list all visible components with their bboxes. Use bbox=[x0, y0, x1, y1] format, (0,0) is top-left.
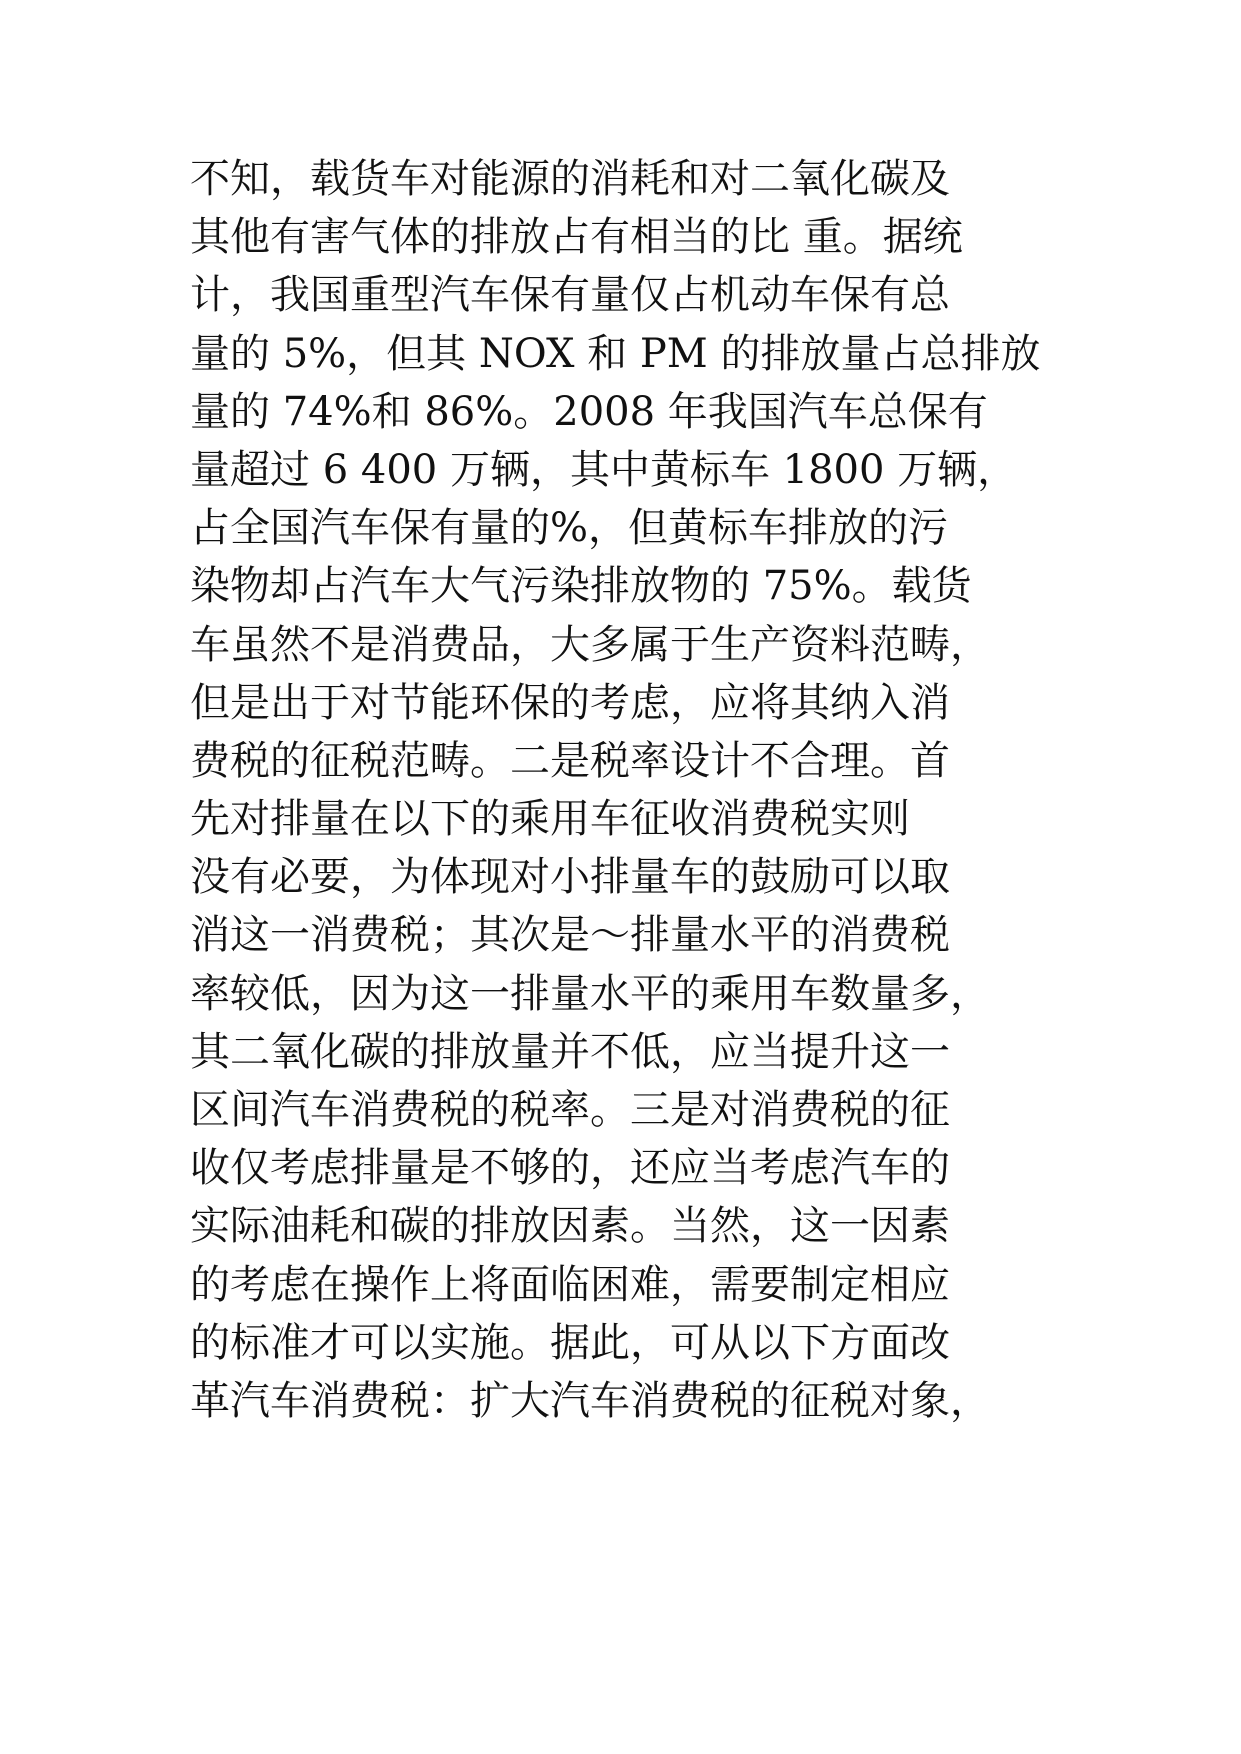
text-line: 其二氧化碳的排放量并不低，应当提升这一 bbox=[190, 1028, 950, 1075]
text-line: 没有必要，为体现对小排量车的鼓励可以取 bbox=[190, 854, 950, 901]
text-line: 先对排量在以下的乘用车征收消费税实则 bbox=[190, 796, 910, 843]
text-line: 的考虑在操作上将面临困难，需要制定相应 bbox=[190, 1261, 950, 1308]
text-line: 其他有害气体的排放占有相当的比 重。据统 bbox=[190, 214, 963, 261]
text-line: 革汽车消费税：扩大汽车消费税的征税对象， bbox=[190, 1377, 990, 1424]
text-line: 不知，载货车对能源的消耗和对二氧化碳及 bbox=[190, 156, 950, 202]
text-line: 车虽然不是消费品，大多属于生产资料范畴， bbox=[190, 621, 990, 668]
text-line: 率较低，因为这一排量水平的乘用车数量多， bbox=[190, 970, 990, 1017]
text-line: 的标准才可以实施。据此，可从以下方面改 bbox=[190, 1319, 950, 1366]
text-line: 区间汽车消费税的税率。三是对消费税的征 bbox=[190, 1087, 950, 1133]
text-line: 费税的征税范畴。二是税率设计不合理。首 bbox=[190, 737, 950, 784]
text-line: 量的 74%和 86%。2008 年我国汽车总保有 bbox=[190, 388, 988, 435]
text-line: 计，我国重型汽车保有量仅占机动车保有总 bbox=[190, 272, 950, 319]
body-text bbox=[190, 150, 1070, 1430]
text-line: 收仅考虑排量是不够的，还应当考虑汽车的 bbox=[190, 1145, 950, 1192]
text-line: 但是出于对节能环保的考虑，应将其纳入消 bbox=[190, 679, 950, 726]
text-line: 实际油耗和碳的排放因素。当然，这一因素 bbox=[190, 1203, 950, 1250]
text-line: 消这一消费税；其次是～排量水平的消费税 bbox=[190, 912, 950, 959]
text-line: 占全国汽车保有量的%，但黄标车排放的污 bbox=[190, 505, 949, 552]
text-line: 量的 5%，但其 NOX 和 PM 的排放量占总排放 bbox=[190, 330, 1041, 377]
text-line: 染物却占汽车大气污染排放物的 75%。载货 bbox=[190, 563, 972, 610]
text-line: 量超过 6 400 万辆，其中黄标车 1800 万辆， bbox=[190, 446, 1018, 493]
